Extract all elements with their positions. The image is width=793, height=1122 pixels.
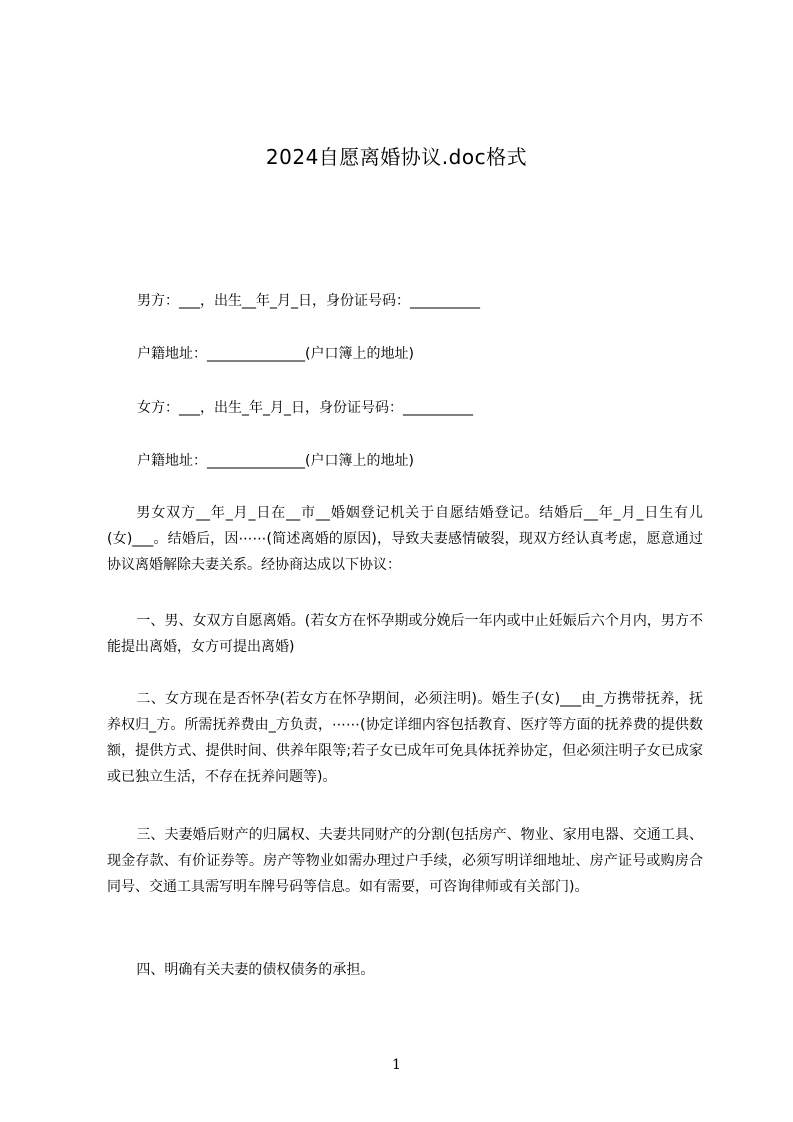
clause-3-paragraph: 三、夫妻婚后财产的归属权、夫妻共同财产的分割(包括房产、物业、家用电器、交通工具、现金存款、有价证券等。房产等物业如需办理过户手续，必须写明详细地址、房产证号或购房合同号、交通工具需写明车牌号码等信息。如有需要，可咨询律师或有关部门)。	[107, 827, 703, 895]
document-title: 2024自愿离婚协议.doc格式	[265, 145, 528, 169]
male-address-line: 户籍地址：______________(户口簿上的地址)	[137, 346, 414, 362]
page-number: 1	[392, 1057, 401, 1073]
clause-4-paragraph: 四、明确有关夫妻的债权债务的承担。	[136, 962, 375, 978]
marriage-background-paragraph: 男女双方__年_月_日在__市__婚姻登记机关于自愿结婚登记。结婚后__年_月_日生有儿(女)___。结婚后，因⋯⋯(简述离婚的原因)，导致夫妻感情破裂，现双方经认真考虑，愿意通过协议离婚解除夫妻关系。经协商达成以下协议：	[107, 505, 703, 573]
clause-1-paragraph: 一、男、女双方自愿离婚。(若女方在怀孕期或分娩后一年内或中止妊娠后六个月内，男方不能提出离婚，女方可提出离婚)	[107, 613, 703, 655]
clause-2-paragraph: 二、女方现在是否怀孕(若女方在怀孕期间，必须注明)。婚生子(女)___由_方携带抚养，抚养权归_方。所需抚养费由_方负责，⋯⋯(协定详细内容包括教育、医疗等方面的抚养费的提供数额，提供方式、提供时间、供养年限等;若子女已成年可免具体抚养协定，但必须注明子女已成家或已独立生活，不存在抚养问题等)。	[107, 691, 703, 785]
female-party-line: 女方：___，出生_年_月_日，身份证号码：__________	[137, 400, 473, 416]
male-party-line: 男方：___，出生__年_月_日，身份证号码：__________	[137, 293, 480, 309]
female-address-line: 户籍地址：______________(户口簿上的地址)	[137, 453, 414, 469]
